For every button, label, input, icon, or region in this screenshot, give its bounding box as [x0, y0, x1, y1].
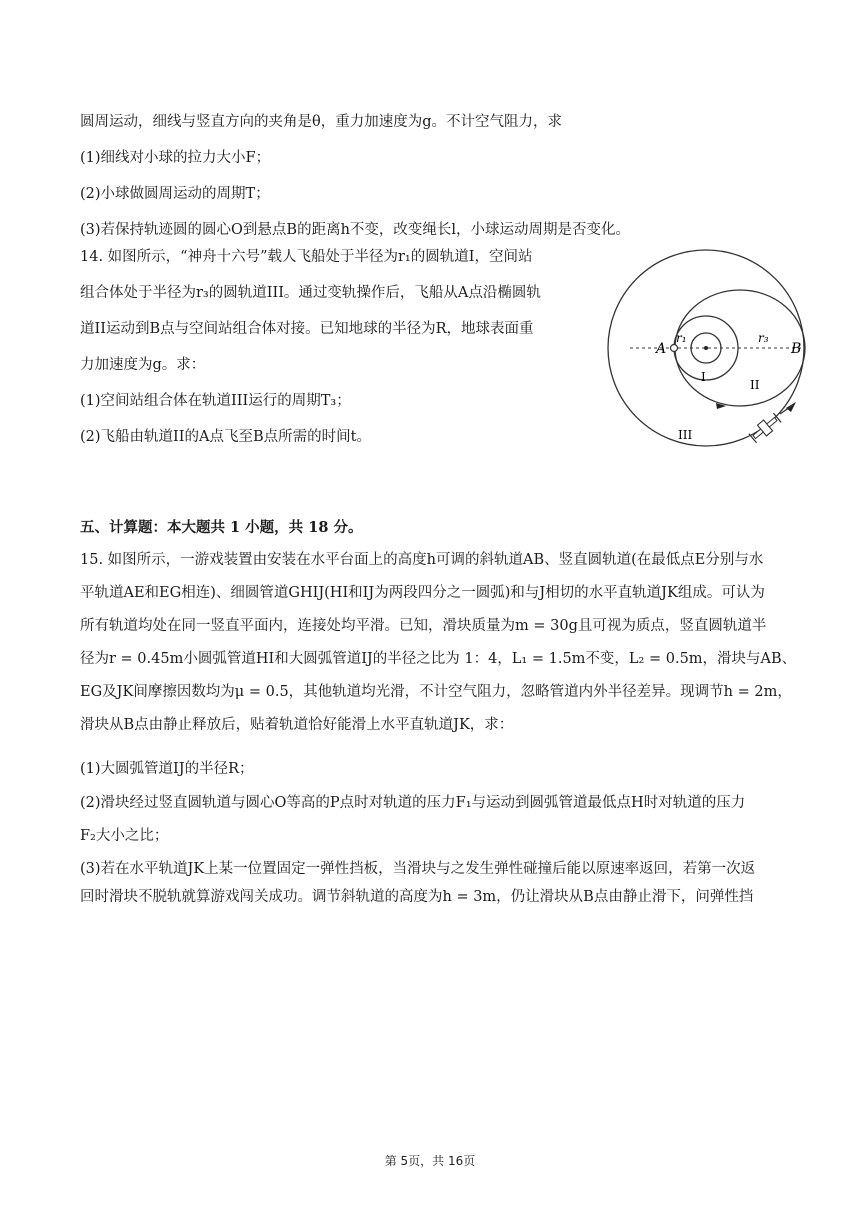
q15-part2-line1: (2)滑块经过竖直圆轨道与圆心O等高的P点时对轨道的压力F₁与运动到圆弧管道最低点H时对轨道的压力 — [80, 795, 746, 811]
q15-line6: 滑块从B点由静止释放后，贴着轨道恰好能滑上水平直轨道JK，求： — [80, 717, 514, 733]
section-heading: 五、计算题：本大题共 1 小题，共 18 分。 — [80, 519, 363, 536]
page-number: 第 5页，共 16页 — [384, 1154, 476, 1168]
q15-part2-line2: F₂大小之比； — [80, 828, 169, 844]
orbit-diagram — [600, 246, 810, 451]
q15-line1: 15. 如图所示，一游戏装置由安装在水平台面上的高度h可调的斜轨道AB、竖直圆轨道(在最低点E分别与水 — [80, 552, 764, 568]
label-b: B — [791, 341, 802, 357]
q13-part1: (1)细线对小球的拉力大小F； — [80, 150, 271, 166]
q14-line2: 组合体处于半径为r₃的圆轨道III。通过变轨操作后，飞船从A点沿椭圆轨 — [80, 285, 541, 301]
label-orbit-i: I — [701, 370, 706, 384]
label-orbit-iii: III — [678, 428, 693, 442]
q13-intro-tail: 圆周运动，细线与竖直方向的夹角是θ，重力加速度为g。不计空气阻力，求 — [80, 114, 563, 130]
q15-line5: EG及JK间摩擦因数均为μ = 0.5，其他轨道均光滑，不计空气阻力，忽略管道内外半径差异。现调节h = 2m， — [80, 684, 792, 700]
q14-line1: 14. 如图所示，“神舟十六号”载人飞船处于半径为r₁的圆轨道I，空间站 — [80, 249, 533, 265]
label-r3: r₃ — [758, 331, 769, 345]
label-orbit-ii: II — [750, 378, 760, 392]
q13-part2: (2)小球做圆周运动的周期T； — [80, 186, 270, 202]
q15-line4: 径为r = 0.45m小圆弧管道HI和大圆弧管道IJ的半径之比为 1：4，L₁ = 1.5m不变，L₂ = 0.5m，滑块与AB、 — [80, 651, 797, 667]
space-station-icon — [748, 412, 782, 443]
label-r1: r₁ — [676, 331, 687, 345]
q15-line2: 平轨道AE和EG相连)、细圆管道GHIJ(HI和IJ为两段四分之一圆弧)和与J相切的水平直轨道JK组成。可认为 — [80, 585, 765, 601]
q14-line3: 道II运动到B点与空间站组合体对接。已知地球的半径为R，地球表面重 — [80, 321, 534, 337]
label-a: A — [656, 341, 667, 357]
point-a-marker — [671, 345, 678, 352]
q15-part3-line2: 回时滑块不脱轨就算游戏闯关成功。调节斜轨道的高度为h = 3m，仍让滑块从B点由静止滑下，问弹性挡 — [80, 889, 754, 905]
q14-part1: (1)空间站组合体在轨道III运行的周期T₃； — [80, 393, 351, 409]
q15-part3-line1: (3)若在水平轨道JK上某一位置固定一弹性挡板，当滑块与之发生弹性碰撞后能以原速率返回，若第一次返 — [80, 861, 756, 877]
q15-part1: (1)大圆弧管道IJ的半径R； — [80, 761, 254, 777]
q14-part2: (2)飞船由轨道II的A点飞至B点所需的时间t。 — [80, 429, 371, 445]
q13-part3: (3)若保持轨迹圆的圆心O到悬点B的距离h不变，改变绳长l，小球运动周期是否变化。 — [80, 222, 631, 238]
q15-line3: 所有轨道均处在同一竖直平面内，连接处均平滑。已知，滑块质量为m = 30g且可视为质点，竖直圆轨道半 — [80, 618, 767, 634]
q14-line4: 力加速度为g。求： — [80, 357, 206, 373]
